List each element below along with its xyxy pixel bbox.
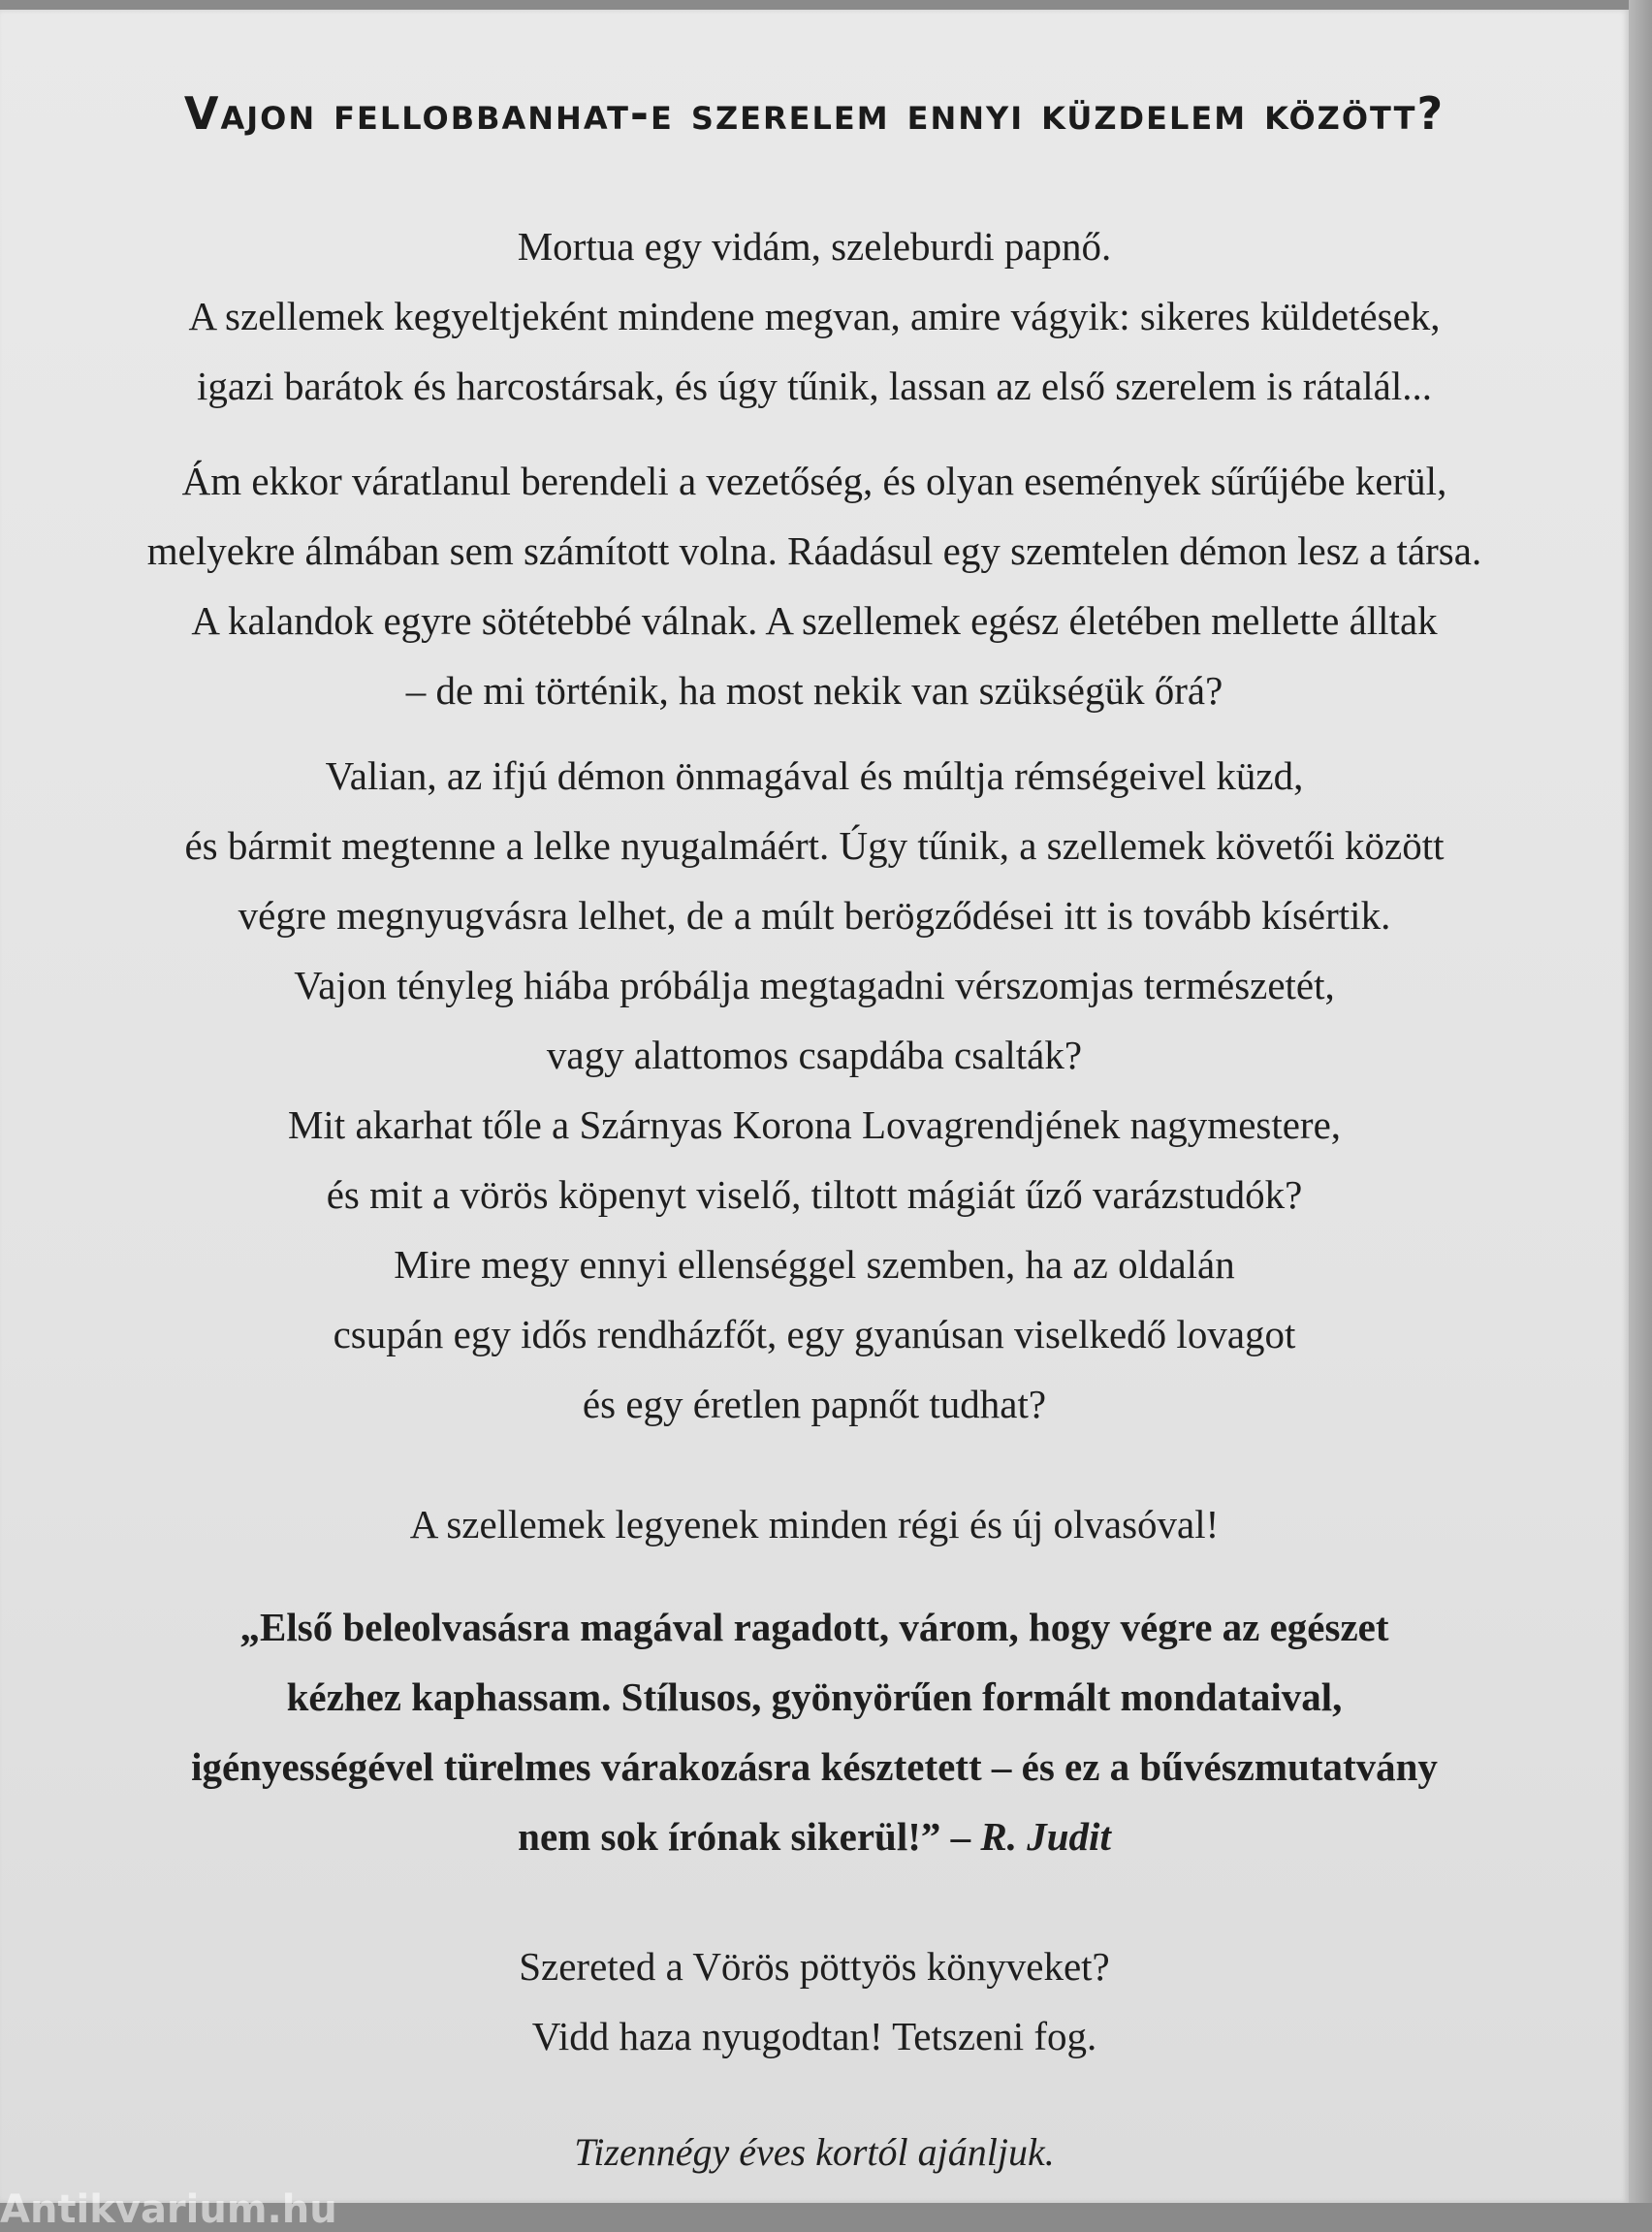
blurb-paragraph-1: [39, 211, 1590, 421]
blurb-line: és egy éretlen papnőt tudhat?: [582, 1382, 1047, 1426]
cover-headline: Vajon fellobbanhat-e szerelem ennyi küzdelem között?: [183, 87, 1446, 140]
blurb-line: igazi barátok és harcostársak, és úgy tűnik, lassan az első szerelem is rátalál...: [197, 364, 1432, 408]
blurb-line: vagy alattomos csapdába csalták?: [546, 1033, 1083, 1077]
blurb-line: Mit akarhat tőle a Szárnyas Korona Lovagrendjének nagymestere,: [287, 1102, 1342, 1147]
quote-line-last: [39, 1802, 1590, 1871]
quote-line: igényességével türelmes várakozásra késztetett – és ez a bűvészmutatvány: [191, 1744, 1438, 1789]
blurb-line: A szellemek kegyeltjeként mindene megvan, amire vágyik: sikeres küldetések,: [188, 294, 1441, 338]
blurb-line: és mit a vörös köpenyt viselő, tiltott mágiát űző varázstudók?: [326, 1172, 1303, 1217]
blurb-line: végre megnyugvásra lelhet, de a múlt berögződései itt is tovább kísértik.: [238, 893, 1391, 938]
blurb-line: – de mi történik, ha most nekik van szükségük őrá?: [405, 668, 1223, 713]
quote-line: „Első beleolvasásra magával ragadott, várom, hogy végre az egészet: [239, 1605, 1389, 1649]
blurb-paragraph-2: [39, 446, 1590, 725]
watermark: Antikvarium.hu: [0, 2187, 337, 2232]
quote-line: kézhez kaphassam. Stílusos, gyönyörűen formált mondataival,: [286, 1674, 1343, 1719]
book-back-cover: [0, 10, 1629, 2232]
blessing-line: [39, 1489, 1590, 1559]
blurb-line: Vajon tényleg hiába próbálja megtagadni vérszomjas természetét,: [294, 963, 1335, 1007]
age-recommendation: Tizennégy éves kortól ajánljuk.: [574, 2130, 1055, 2174]
blurb-line: csupán egy idős rendházfőt, egy gyanúsan viselkedő lovagot: [333, 1312, 1296, 1356]
quote-author: R. Judit: [980, 1814, 1111, 1859]
blurb-line: A szellemek legyenek minden régi és új olvasóval!: [409, 1502, 1220, 1546]
blurb-line: Valian, az ifjú démon önmagával és múltja rémségeivel küzd,: [325, 753, 1304, 798]
blurb-paragraph-3: [39, 741, 1590, 1439]
closing-line: Vidd haza nyugodtan! Tetszeni fog.: [531, 2014, 1097, 2058]
blurb-line: Mire megy ennyi ellenséggel szemben, ha az oldalán: [394, 1242, 1235, 1287]
quote-line-end: nem sok írónak sikerül!” –: [518, 1814, 971, 1859]
blurb-line: A kalandok egyre sötétebbé válnak. A szellemek egész életében mellette álltak: [191, 598, 1438, 643]
blurb-line: Mortua egy vidám, szeleburdi papnő.: [517, 224, 1112, 269]
blurb-line: és bármit megtenne a lelke nyugalmáért. Úgy tűnik, a szellemek követői között: [184, 823, 1445, 868]
closing-paragraph: [39, 1931, 1590, 2071]
reader-quote: [39, 1592, 1590, 1871]
blurb-line: melyekre álmában sem számított volna. Ráadásul egy szemtelen démon lesz a társa.: [146, 528, 1482, 573]
blurb-line: Ám ekkor váratlanul berendeli a vezetőség, és olyan események sűrűjébe kerül,: [181, 459, 1447, 503]
page-edge: [1629, 0, 1652, 2203]
closing-line: Szereted a Vörös pöttyös könyveket?: [519, 1944, 1110, 1989]
